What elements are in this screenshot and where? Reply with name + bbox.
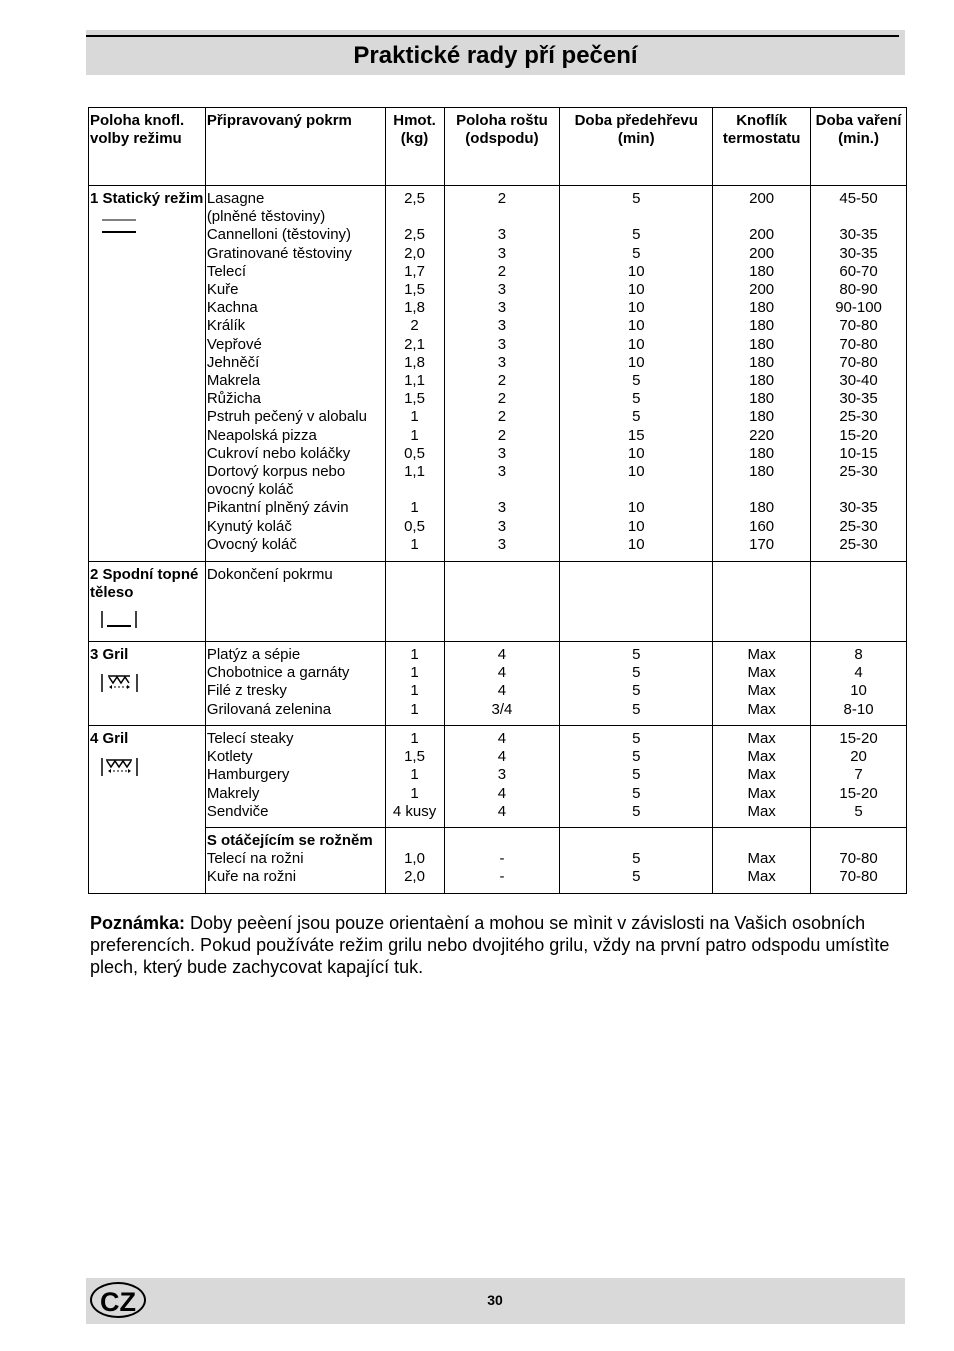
page-title: Praktické rady pří pečení (353, 42, 638, 69)
mode-cell (89, 642, 206, 726)
time-list: 15-20 20 7 15-20 5 (811, 726, 907, 828)
header-weight: Hmot. (kg) (385, 108, 444, 186)
header-preheat: Doba předehřevu (min) (560, 108, 713, 186)
table-row (89, 562, 907, 642)
food-list: Telecí na rožni Kuře na rožni (206, 850, 304, 886)
thermostat-list: Max Max Max Max Max (713, 726, 811, 828)
header-time: Doba vaření (min.) (811, 108, 907, 186)
header-food: Připravovaný pokrm (205, 108, 385, 186)
time-list: 8 4 10 8-10 (811, 642, 907, 726)
note-text: Doby peèení jsou pouze orientaèní a mohou se mìnit v závislosti na Vašich osobních preferencích. Pokud používáte režim grilu nebo dvojitého grilu, vždy na první patro odspodu umístìte plech, který bude zachycovat kapající tuk. (90, 913, 890, 977)
preheat-list: 5 5 (560, 828, 713, 894)
table-row (89, 186, 907, 562)
shelf-list: 2 3 3 2 3 3 3 3 3 2 2 2 2 3 3 3 3 3 (444, 186, 560, 562)
food-list: Lasagne (plněné těstoviny) Cannelloni (těstoviny) Gratinované těstoviny Telecí Kuře Kachna Králík Vepřové Jehněčí Makrela Růžicha Pstruh pečený v alobalu Neapolská pizza Cukroví nebo koláčky Dortový korpus nebo ovocný koláč Pikantní plněný závin Kynutý koláč Ovocný koláč (205, 186, 385, 562)
language-badge: CZ (90, 1282, 146, 1318)
mode-label: 3 Gril (90, 646, 129, 663)
shelf-list: 4 4 3 4 4 (444, 726, 560, 828)
double-grill-icon (100, 756, 140, 778)
table-row (89, 828, 907, 894)
mode-cell (89, 726, 206, 828)
weight-list: 2,5 2,5 2,0 1,7 1,5 1,8 2 2,1 1,8 1,1 1,5 1 1 0,5 1,1 1 0,5 1 (385, 186, 444, 562)
mode-label: 4 Gril (90, 730, 129, 747)
thermostat-list: Max Max Max Max (713, 642, 811, 726)
weight-list: 1,0 2,0 (385, 828, 444, 894)
food-list: Dokončení pokrmu (205, 562, 385, 642)
baking-table (88, 107, 907, 894)
table-row (89, 726, 907, 828)
food-list: Telecí steaky Kotlety Hamburgery Makrely Sendviče (205, 726, 385, 828)
food-list: Platýz a sépie Chobotnice a garnáty Filé z tresky Grilovaná zelenina (205, 642, 385, 726)
page-number: 30 (487, 1292, 503, 1308)
mode-cell (89, 186, 206, 562)
mode-cell (89, 562, 206, 642)
weight-list: 1 1,5 1 1 4 kusy (385, 726, 444, 828)
mode-label: 2 Spodní topné těleso (90, 566, 199, 602)
preheat-list: 5 5 5 5 (560, 642, 713, 726)
note-paragraph (90, 912, 920, 978)
header-shelf: Poloha roštu (odspodu) (444, 108, 560, 186)
table-header-row (89, 108, 907, 186)
note-label: Poznámka: (90, 913, 186, 933)
preheat-list: 5 5 5 10 10 10 10 10 10 5 5 5 15 10 10 10 10 10 (560, 186, 713, 562)
shelf-list: 4 4 4 3/4 (444, 642, 560, 726)
table-row (89, 642, 907, 726)
shelf-list: - - (444, 828, 560, 894)
mode-label: 1 Statický režim (90, 190, 204, 207)
time-list: 70-80 70-80 (811, 828, 907, 894)
static-mode-icon (100, 216, 140, 236)
spit-cell (205, 828, 385, 894)
header-mode: Poloha knofl. volby režimu (89, 108, 206, 186)
weight-list: 1 1 1 1 (385, 642, 444, 726)
grill-icon (100, 672, 140, 694)
header-thermostat: Knoflík termostatu (713, 108, 811, 186)
bottom-heater-icon (100, 610, 140, 630)
title-rule (86, 35, 899, 37)
preheat-list: 5 5 5 5 5 (560, 726, 713, 828)
time-list: 45-50 30-35 30-35 60-70 80-90 90-100 70-80 70-80 70-80 30-40 30-35 25-30 15-20 10-15 25-30 30-35 25-30 25-30 (811, 186, 907, 562)
thermostat-list: 200 200 200 180 200 180 180 180 180 180 180 180 220 180 180 180 160 170 (713, 186, 811, 562)
spit-heading: S otáčejícím se rožněm (206, 832, 373, 849)
thermostat-list: Max Max (713, 828, 811, 894)
